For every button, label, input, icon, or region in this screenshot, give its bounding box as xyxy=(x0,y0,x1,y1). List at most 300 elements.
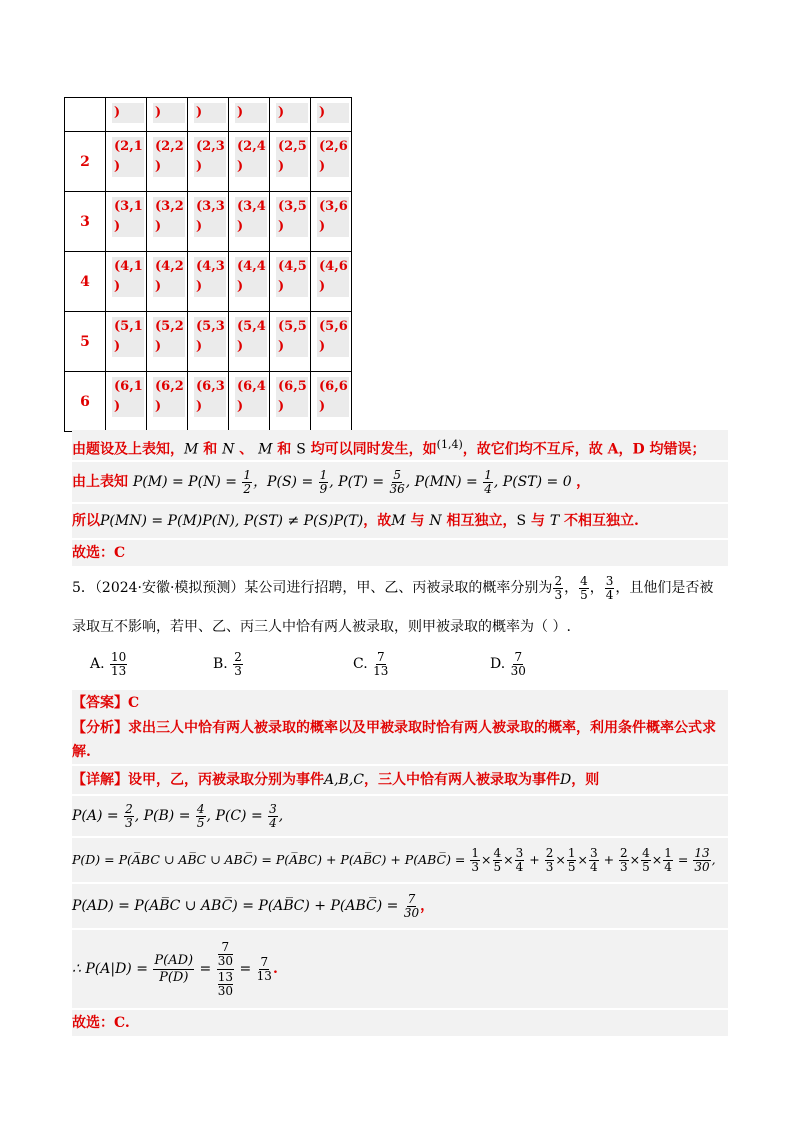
table-cell xyxy=(270,252,311,312)
product-terms xyxy=(469,846,674,874)
cell-text xyxy=(317,317,349,357)
fraction xyxy=(663,847,673,874)
table-cell xyxy=(188,132,229,192)
row-label: 4 xyxy=(65,252,106,312)
cell-text: ) xyxy=(194,103,226,123)
cell-line: (6,1 xyxy=(114,379,143,394)
text: ，则 xyxy=(571,772,600,788)
expr: P(M) = P(N) = xyxy=(132,474,237,490)
row-label: 2 xyxy=(65,132,106,192)
cell-text xyxy=(235,257,267,297)
operator: + xyxy=(599,852,619,867)
cell-line: (6,4 xyxy=(237,379,266,394)
table-cell xyxy=(229,252,270,312)
cell-text xyxy=(112,137,144,177)
cell-line: (6,6 xyxy=(319,379,348,394)
cell-text xyxy=(194,317,226,357)
option-label: D. xyxy=(490,656,506,672)
table-cell xyxy=(106,192,147,252)
text: ， xyxy=(564,580,579,596)
question-text: ，且他们是否被 xyxy=(615,580,714,596)
num: 4 xyxy=(196,801,205,816)
cell-text xyxy=(317,137,349,177)
fraction xyxy=(470,847,480,874)
question-text: 5．（2024·安徽·模拟预测）某公司进行招聘，甲、乙、丙被录取的概率分别为 xyxy=(72,580,553,596)
cell-line: ) xyxy=(278,279,285,294)
den: 9 xyxy=(319,481,328,496)
table-cell xyxy=(270,312,311,372)
fraction xyxy=(153,953,194,986)
den: 4 xyxy=(605,587,614,602)
expr: P(D) = P(A̅BC ∪ AB̅C ∪ ABC̅) = P(A̅BC) + P(AB̅C) + P(ABC̅) = xyxy=(72,852,466,867)
fraction xyxy=(373,651,388,678)
table-cell xyxy=(106,312,147,372)
final-answer: 故选：C. xyxy=(72,1010,728,1036)
option-label: B. xyxy=(213,656,228,672)
cell-text xyxy=(235,137,267,177)
den: 2 xyxy=(243,481,252,496)
den: 5 xyxy=(642,860,650,874)
table-cell xyxy=(147,252,188,312)
fraction xyxy=(233,651,243,678)
var: D xyxy=(560,772,572,788)
cell-text xyxy=(153,137,185,177)
cell-line: (5,4 xyxy=(237,319,266,334)
table-cell xyxy=(188,98,229,132)
cell-line: (3,2 xyxy=(155,199,184,214)
table-cell xyxy=(106,372,147,432)
num: 10 xyxy=(111,649,127,664)
num: 1 xyxy=(471,846,480,860)
den: 30 xyxy=(403,905,420,920)
table-row xyxy=(65,372,352,432)
cell-text xyxy=(235,317,267,357)
analysis-line-2: 解. xyxy=(72,740,728,764)
num: 4 xyxy=(580,573,588,588)
cell-line: ) xyxy=(196,399,203,414)
option-d[interactable] xyxy=(490,644,527,684)
cell-line: (5,1 xyxy=(114,319,143,334)
den: 4 xyxy=(589,860,598,874)
num: 2 xyxy=(620,846,628,860)
table-cell xyxy=(270,372,311,432)
cell-line: (4,2 xyxy=(155,259,184,274)
var: S xyxy=(296,441,306,458)
text: ，故 xyxy=(363,513,392,529)
num: 7 xyxy=(514,649,523,664)
num: 1 xyxy=(567,846,576,860)
cell-line: (5,2 xyxy=(155,319,184,334)
cell-line: (5,3 xyxy=(196,319,225,334)
fraction xyxy=(579,575,589,602)
fraction xyxy=(404,893,419,920)
text: 【详解】设甲，乙，丙被录取分别为事件 xyxy=(72,772,324,788)
cell-line: ) xyxy=(196,159,203,174)
detail-line xyxy=(72,766,728,794)
cell-line: (2,4 xyxy=(237,139,266,154)
row-label: 6 xyxy=(65,372,106,432)
row-label: 3 xyxy=(65,192,106,252)
fraction xyxy=(124,803,134,830)
text: 由题设及上表知， xyxy=(72,441,184,458)
cell-text xyxy=(112,377,144,417)
expr: P(AD) = P(AB̅C ∪ ABC̅) = P(AB̅C) + P(ABC̅) = xyxy=(72,898,399,914)
cell-line: (3,1 xyxy=(114,199,143,214)
var: T xyxy=(549,513,560,529)
table-cell xyxy=(311,132,352,192)
fraction xyxy=(553,575,563,602)
outcome-table xyxy=(64,97,352,432)
text: 不相互独立. xyxy=(559,513,639,529)
cell-line: ) xyxy=(278,159,285,174)
den: 5 xyxy=(567,860,576,874)
cell-text xyxy=(276,257,308,297)
operator: × xyxy=(555,852,566,867)
fraction xyxy=(319,469,329,496)
den: 36 xyxy=(389,481,405,496)
table-cell xyxy=(229,192,270,252)
num: 3 xyxy=(515,846,524,860)
den: 30 xyxy=(510,663,526,678)
formula: P(MN) = P(M)P(N), P(ST) ≠ P(S)P(T) xyxy=(100,513,364,529)
cell-line: ) xyxy=(237,399,244,414)
fraction xyxy=(605,575,615,602)
equation-4 xyxy=(72,930,728,1008)
cell-line: (4,6 xyxy=(319,259,348,274)
operator: × xyxy=(503,852,514,867)
den: 4 xyxy=(664,860,672,874)
num: 2 xyxy=(554,573,563,588)
cell-line: (3,4 xyxy=(237,199,266,214)
cell-line: ) xyxy=(155,159,162,174)
table-cell xyxy=(106,252,147,312)
table-cell xyxy=(270,192,311,252)
fraction xyxy=(619,847,629,874)
text: ， xyxy=(589,580,604,596)
expr: , xyxy=(278,808,284,824)
question-5-line-2: 录取互不影响，若甲、乙、丙三人中恰有两人被录取，则甲被录取的概率为（ ）. xyxy=(72,619,571,635)
cell-text xyxy=(194,257,226,297)
den: 13 xyxy=(373,663,389,678)
cell-line: (6,3 xyxy=(196,379,225,394)
table-cell xyxy=(188,192,229,252)
table-cell xyxy=(229,98,270,132)
table-cell xyxy=(229,312,270,372)
cell-line: (2,6 xyxy=(319,139,348,154)
cell-line: ) xyxy=(278,339,285,354)
den: 13 xyxy=(111,663,127,678)
cell-text xyxy=(153,257,185,297)
table-row xyxy=(65,192,352,252)
table-cell xyxy=(229,372,270,432)
cell-line: (4,5 xyxy=(278,259,307,274)
cell-line: (4,1 xyxy=(114,259,143,274)
cell-line: (6,2 xyxy=(155,379,184,394)
den: 3 xyxy=(234,663,242,678)
table-cell xyxy=(147,372,188,432)
table-cell xyxy=(270,132,311,192)
cell-line: ) xyxy=(237,219,244,234)
cell-text xyxy=(153,317,185,357)
den: 5 xyxy=(196,815,205,830)
table-cell xyxy=(311,252,352,312)
cell-text xyxy=(112,257,144,297)
var: N xyxy=(429,513,442,529)
fraction xyxy=(493,847,503,874)
table-row xyxy=(65,252,352,312)
row-label: 5 xyxy=(65,312,106,372)
formula xyxy=(132,467,576,496)
den: 30 xyxy=(217,953,234,968)
num: 2 xyxy=(125,801,133,816)
den: 4 xyxy=(269,815,277,830)
cell-text xyxy=(276,197,308,237)
table-cell xyxy=(106,98,147,132)
answer-label: 【答案】C xyxy=(72,690,728,716)
cell-text xyxy=(276,377,308,417)
cell-line: ) xyxy=(278,219,285,234)
prev-line-3 xyxy=(72,504,728,538)
fraction xyxy=(641,847,651,874)
operator: × xyxy=(651,852,663,867)
prev-line-1 xyxy=(72,430,728,460)
num: 4 xyxy=(642,846,650,860)
table-row xyxy=(65,98,352,132)
analysis-line-1: 【分析】求出三人中恰有两人被录取的概率以及甲被录取时恰有两人被录取的概率，利用条件概率公式求 xyxy=(72,716,728,740)
option-c[interactable] xyxy=(353,644,389,684)
num: 1 xyxy=(319,467,328,482)
cell-line: ) xyxy=(114,219,121,234)
text: 与 xyxy=(526,513,550,529)
text: 与 xyxy=(405,513,430,529)
text: ， xyxy=(576,474,591,490)
cell-line: ) xyxy=(319,159,326,174)
cell-line: (2,5 xyxy=(278,139,307,154)
den: 5 xyxy=(580,587,588,602)
fraction xyxy=(693,847,710,874)
fraction xyxy=(110,651,127,678)
cell-line: ) xyxy=(237,339,244,354)
equation-3 xyxy=(72,884,728,928)
prev-line-2 xyxy=(72,462,728,502)
cell-line: ) xyxy=(319,279,326,294)
expr: , P(T) = xyxy=(329,474,385,490)
num: 13 xyxy=(694,846,710,860)
num: 3 xyxy=(605,573,614,588)
expr: , P(B) = xyxy=(134,808,191,824)
den: 3 xyxy=(125,815,133,830)
option-label: C. xyxy=(353,656,368,672)
cell-line: ) xyxy=(196,279,203,294)
cell-text: ) xyxy=(317,103,349,123)
cell-line: ) xyxy=(155,219,162,234)
table-cell xyxy=(147,192,188,252)
cell-line: ) xyxy=(319,219,326,234)
num: 2 xyxy=(234,649,242,664)
expr: ，P(S) = xyxy=(253,474,314,490)
num: 5 xyxy=(393,467,401,482)
var: M xyxy=(258,441,273,458)
cell-text: ) xyxy=(235,103,267,123)
den: 3 xyxy=(620,860,628,874)
num: 13 xyxy=(217,969,234,984)
num: 3 xyxy=(269,801,277,816)
text: 、 xyxy=(234,441,259,458)
cell-line: (3,5 xyxy=(278,199,307,214)
cell-text xyxy=(317,257,349,297)
cell-line: ) xyxy=(114,339,121,354)
cell-text xyxy=(153,377,185,417)
cell-line: ) xyxy=(155,399,162,414)
table-cell xyxy=(106,132,147,192)
cell-text: ) xyxy=(276,103,308,123)
num: 4 xyxy=(493,846,502,860)
den: P(D) xyxy=(159,969,189,985)
table-cell xyxy=(147,312,188,372)
cell-line: (5,5 xyxy=(278,319,307,334)
fraction xyxy=(196,803,206,830)
den: 4 xyxy=(484,481,492,496)
text: ，三人中恰有两人被录取为事件 xyxy=(364,772,561,788)
operator: × xyxy=(481,852,492,867)
num: 1 xyxy=(664,846,672,860)
table-cell xyxy=(311,98,352,132)
var: A,B,C xyxy=(324,772,365,788)
text: . xyxy=(272,961,278,977)
expr: = xyxy=(239,961,252,977)
text: 相互独立， xyxy=(441,513,517,529)
cell-text xyxy=(235,377,267,417)
expr: P(A) = xyxy=(72,808,119,824)
cell-line: ) xyxy=(196,339,203,354)
question-5-options xyxy=(90,644,650,684)
num: 3 xyxy=(589,846,598,860)
fraction xyxy=(483,469,493,496)
cell-line: ) xyxy=(278,399,285,414)
text: ， xyxy=(420,898,435,914)
fraction xyxy=(545,847,555,874)
option-b[interactable] xyxy=(213,644,244,684)
num: 7 xyxy=(376,649,385,664)
den: 3 xyxy=(554,587,563,602)
cell-text xyxy=(112,197,144,237)
text: ，故它们均不互斥，故 A，D 均错误； xyxy=(462,441,706,458)
cell-text xyxy=(194,137,226,177)
cell-line: ) xyxy=(114,159,121,174)
fraction xyxy=(515,847,525,874)
cell-text xyxy=(153,197,185,237)
equation-2: P(D) = P(A̅BC ∪ AB̅C ∪ ABC̅) = P(A̅BC) + P(AB̅C) + P(ABC̅) = $\frac{1}{3}$ × $\frac{4}{5}$ × $\frac{3}{4}$ + $\frac{2}{3}$ × $\frac{1}{5}$ × $\frac{3}{4}$ + $\frac{2}{3}$ × $\frac{4}{5}$ × $\frac{1}{4}$ = $\frac{13}{30}$ , xyxy=(72,838,728,882)
cell-text xyxy=(317,377,349,417)
cell-line: ) xyxy=(155,339,162,354)
cell-line: ) xyxy=(114,279,121,294)
cell-line: (5,6 xyxy=(319,319,348,334)
cell-text: ) xyxy=(153,103,185,123)
expr: , P(ST) = 0 xyxy=(493,474,572,490)
num: 7 xyxy=(407,891,416,906)
cell-line: (2,1 xyxy=(114,139,143,154)
table-cell xyxy=(311,312,352,372)
fraction xyxy=(242,469,252,496)
cell-text xyxy=(112,317,144,357)
pair: (1,4) xyxy=(436,438,463,451)
text: 和 xyxy=(272,441,297,458)
table-cell xyxy=(311,192,352,252)
cell-line: (4,4 xyxy=(237,259,266,274)
table-cell xyxy=(147,132,188,192)
table-cell xyxy=(270,98,311,132)
text: 均可以同时发生，如 xyxy=(305,441,437,458)
table-cell xyxy=(188,312,229,372)
table-row xyxy=(65,132,352,192)
num: P(AD) xyxy=(154,952,194,968)
num: 7 xyxy=(260,954,269,969)
cell-line: ) xyxy=(319,399,326,414)
cell-text xyxy=(317,197,349,237)
question-5-line-1 xyxy=(72,570,728,606)
fraction xyxy=(390,469,405,496)
cell-line: (4,3 xyxy=(196,259,225,274)
num: 7 xyxy=(221,939,230,954)
table-cell xyxy=(65,98,106,132)
table-cell xyxy=(311,372,352,432)
fraction xyxy=(567,847,577,874)
num: 1 xyxy=(484,467,492,482)
cell-line: ) xyxy=(114,399,121,414)
operator: × xyxy=(629,852,641,867)
den: 30 xyxy=(694,860,710,874)
expr: , P(MN) = xyxy=(405,474,478,490)
num: 1 xyxy=(243,467,252,482)
table-cell xyxy=(147,98,188,132)
cell-line: (2,3 xyxy=(196,139,225,154)
expr: = xyxy=(199,961,212,977)
den: 13 xyxy=(256,968,272,983)
var: N xyxy=(222,441,235,458)
cell-line: ) xyxy=(155,279,162,294)
cell-line: ) xyxy=(196,219,203,234)
cell-line: ) xyxy=(319,339,326,354)
cell-line: ) xyxy=(237,279,244,294)
cell-line: (2,2 xyxy=(155,139,184,154)
cell-text xyxy=(276,317,308,357)
cell-line: (3,3 xyxy=(196,199,225,214)
cell-line: ) xyxy=(237,159,244,174)
cell-line: (6,5 xyxy=(278,379,307,394)
cell-text: ) xyxy=(112,103,144,123)
cell-text xyxy=(194,377,226,417)
var: M xyxy=(391,513,406,529)
cell-text xyxy=(235,197,267,237)
den: 4 xyxy=(515,860,524,874)
den: 3 xyxy=(545,860,554,874)
expr: , xyxy=(711,852,716,867)
table-cell xyxy=(188,372,229,432)
var: S xyxy=(516,513,527,529)
expr: ∴ P(A|D) = xyxy=(72,961,148,977)
fraction xyxy=(268,803,278,830)
option-label: A. xyxy=(90,656,105,672)
cell-text xyxy=(194,197,226,237)
text: 和 xyxy=(198,441,223,458)
table-cell xyxy=(188,252,229,312)
option-a[interactable] xyxy=(90,644,128,684)
expr: , P(C) = xyxy=(206,808,263,824)
text: 由上表知 xyxy=(72,474,128,490)
table-cell xyxy=(229,132,270,192)
den: 3 xyxy=(471,860,480,874)
operator: × xyxy=(577,852,588,867)
